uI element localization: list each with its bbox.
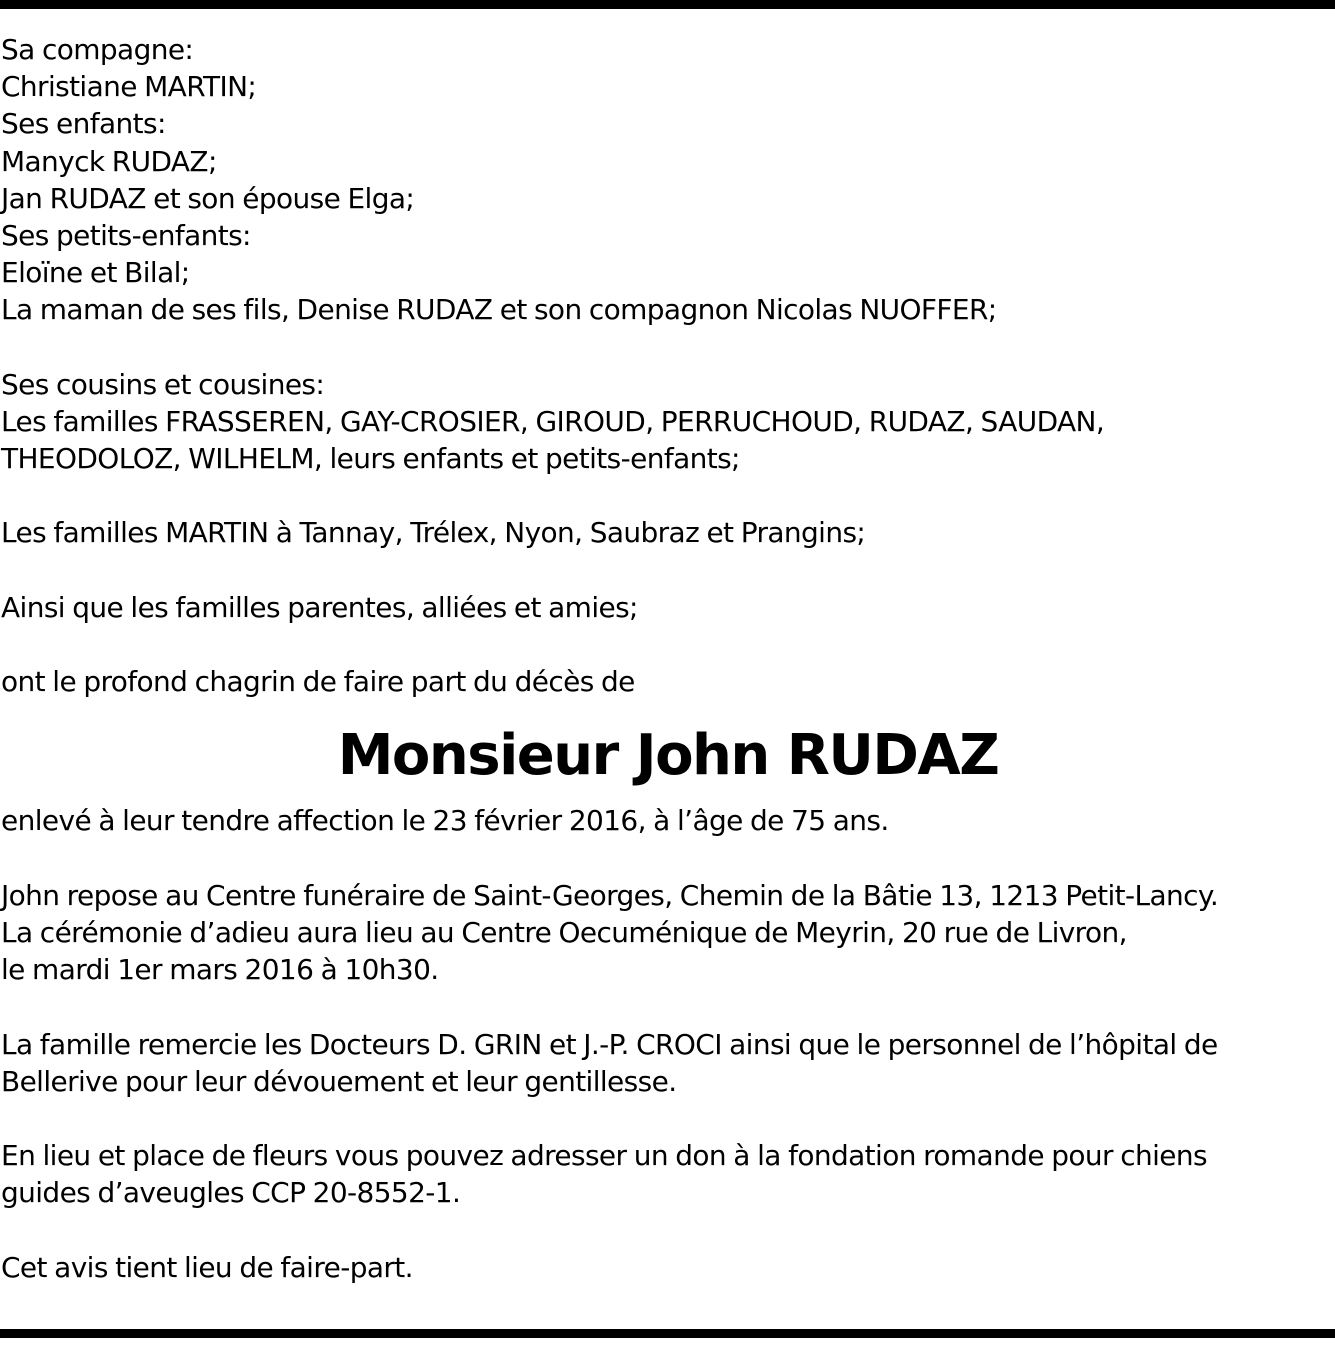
bottom-rule (0, 1329, 1335, 1338)
ceremony-line-3: le mardi 1er mars 2016 à 10h30. (1, 953, 439, 987)
donation-line-2: guides d’aveugles CCP 20-8552-1. (1, 1176, 461, 1210)
family-line-grandchildren: Eloïne et Bilal; (1, 256, 190, 290)
cousins-families-line-2: THEODOLOZ, WILHELM, leurs enfants et petits-enfants; (1, 442, 740, 476)
family-line-mother-of-sons: La maman de ses fils, Denise RUDAZ et son compagnon Nicolas NUOFFER; (1, 293, 997, 327)
family-line-children-label: Ses enfants: (1, 107, 166, 141)
thanks-line-2: Bellerive pour leur dévouement et leur gentillesse. (1, 1064, 677, 1098)
martin-families: Les familles MARTIN à Tannay, Trélex, Nyon, Saubraz et Prangins; (1, 516, 866, 550)
family-line-child-2: Jan RUDAZ et son épouse Elga; (1, 181, 415, 215)
announcement: ont le profond chagrin de faire part du décès de (1, 665, 635, 699)
cousins-families-line-1: Les familles FRASSEREN, GAY-CROSIER, GIROUD, PERRUCHOUD, RUDAZ, SAUDAN, (1, 404, 1105, 438)
donation-line-1: En lieu et place de fleurs vous pouvez adresser un don à la fondation romande pour chiens (1, 1139, 1207, 1173)
ceremony-line-2: La cérémonie d’adieu aura lieu au Centre Oecuménique de Meyrin, 20 rue de Livron, (1, 915, 1127, 949)
obituary-notice (1, 31, 1335, 1286)
cousins-heading: Ses cousins et cousines: (1, 367, 325, 401)
spacer (1, 477, 1335, 514)
death-details: enlevé à leur tendre affection le 23 février 2016, à l’âge de 75 ans. (1, 804, 889, 838)
spacer (1, 840, 1335, 877)
family-line-partner: Christiane MARTIN; (1, 70, 257, 104)
spacer (1, 1100, 1335, 1137)
top-rule (0, 0, 1335, 9)
spacer (1, 329, 1335, 366)
family-line-grandchildren-label: Ses petits-enfants: (1, 218, 251, 252)
family-line-child-1: Manyck RUDAZ; (1, 144, 217, 178)
spacer (1, 552, 1335, 589)
spacer (1, 1211, 1335, 1248)
closing-note: Cet avis tient lieu de faire-part. (1, 1250, 413, 1284)
family-line-partner-label: Sa compagne: (1, 33, 194, 66)
deceased-name: Monsieur John RUDAZ (337, 723, 999, 789)
ceremony-line-1: John repose au Centre funéraire de Saint-Georges, Chemin de la Bâtie 13, 1213 Petit-Lancy. (1, 878, 1219, 912)
spacer (1, 988, 1335, 1025)
allied-families: Ainsi que les familles parentes, alliées et amies; (1, 590, 638, 624)
spacer (1, 626, 1335, 663)
thanks-line-1: La famille remercie les Docteurs D. GRIN et J.-P. CROCI ainsi que le personnel de l’hôpital de (1, 1027, 1218, 1061)
